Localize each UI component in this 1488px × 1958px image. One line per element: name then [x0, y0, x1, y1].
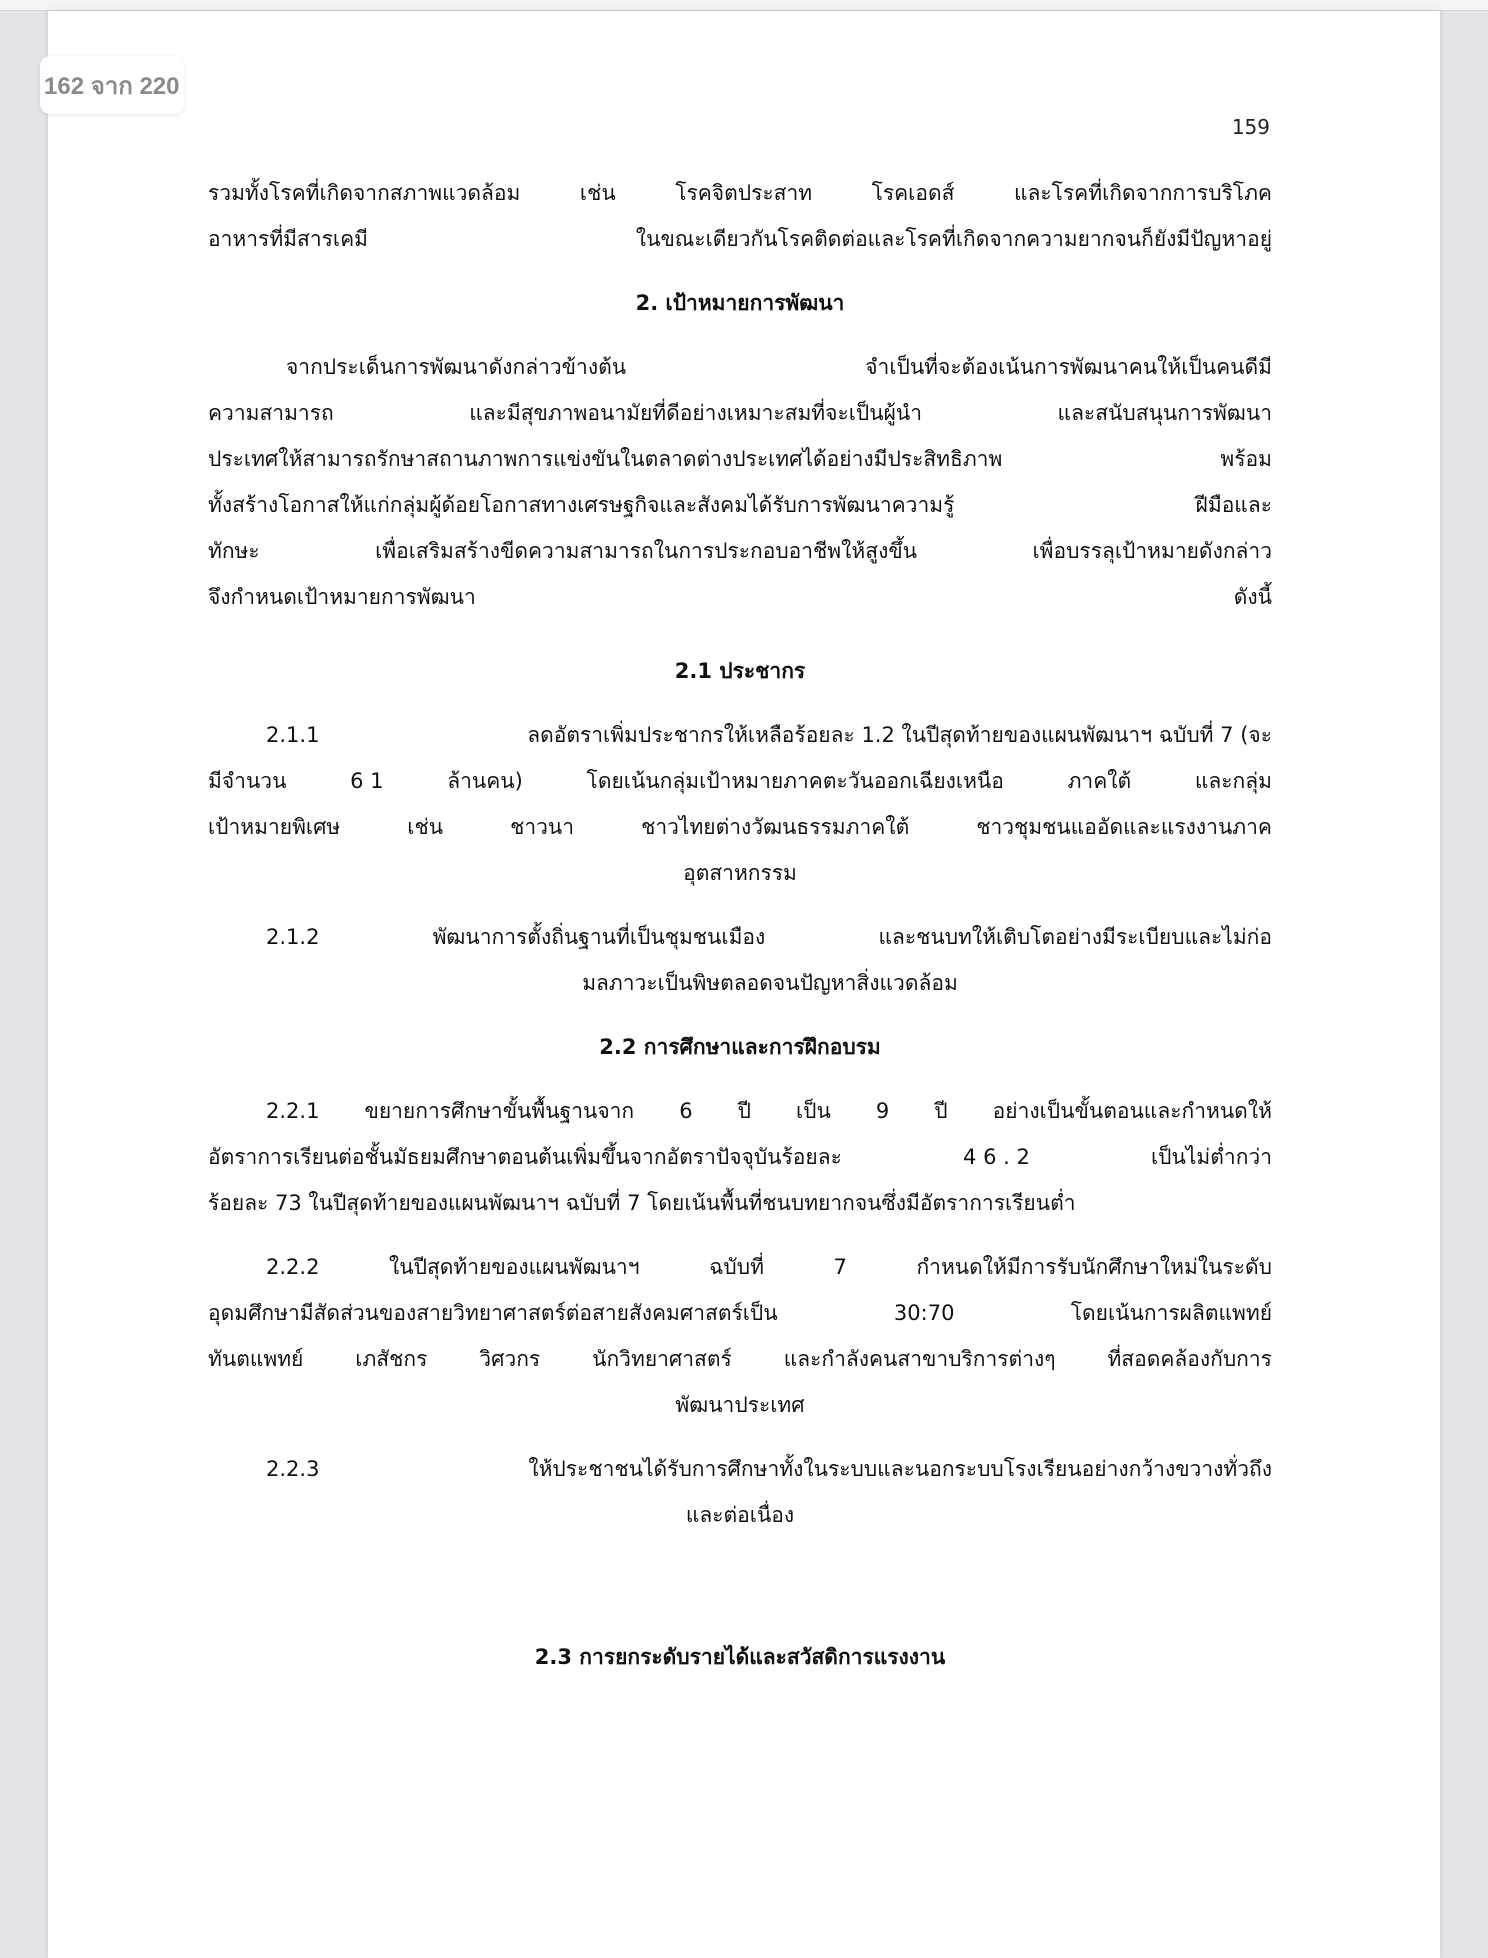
text-run: กำหนดให้มีการรับนักศึกษาใหม่ในระดับ: [916, 1255, 1272, 1279]
text-run: เพื่อเสริมสร้างขีดความสามารถในการประกอบอาชีพให้สูงขึ้น: [375, 539, 918, 563]
text-run: ขยายการศึกษาขั้นพื้นฐานจาก: [364, 1099, 635, 1123]
intro-line-1: [208, 170, 1272, 216]
text-run: จึงกำหนดเป้าหมายการพัฒนา: [208, 585, 476, 609]
text-run: ประเทศให้สามารถรักษาสถานภาพการแข่งขันในตลาดต่างประเทศได้อย่างมีประสิทธิภาพ: [208, 447, 1003, 471]
page-number: 159: [1231, 115, 1270, 139]
text-run: โดยเน้นกลุ่มเป้าหมายภาคตะวันออกเฉียงเหนือ: [586, 769, 1004, 793]
text-run: ภาคใต้: [1067, 769, 1132, 793]
viewer-top-bar: [0, 0, 1488, 11]
text-run: นักวิทยาศาสตร์: [592, 1347, 732, 1371]
text-run: และชนบทให้เติบโตอย่างมีระเบียบและไม่ก่อ: [878, 925, 1272, 949]
text-run: 30:70: [893, 1301, 955, 1325]
text-run: อาหารที่มีสารเคมี: [208, 227, 368, 251]
text-run: เป้าหมายพิเศษ: [208, 815, 341, 839]
item-2-1-1-line-1: [208, 712, 1272, 758]
intro-line-2: [208, 216, 1272, 262]
text-run: วิศวกร: [479, 1347, 541, 1371]
item-2-1-1-line-3: [208, 804, 1272, 850]
item-number: 2.1.1: [266, 723, 320, 747]
item-2-2-1-line-3: ร้อยละ 73 ในปีสุดท้ายของแผนพัฒนาฯ ฉบับที่ 7 โดยเน้นพื้นที่ชนบทยากจนซึ่งมีอัตราการเรียนต่ำ: [208, 1191, 1076, 1215]
text-run: และโรคที่เกิดจากการบริโภค: [1013, 181, 1272, 205]
text-run: ที่สอดคล้องกับการ: [1107, 1347, 1272, 1371]
section-2-line-2: [208, 390, 1272, 436]
text-run: ทั้งสร้างโอกาสให้แก่กลุ่มผู้ด้อยโอกาสทางเศรษฐกิจและสังคมได้รับการพัฒนาความรู้: [208, 493, 955, 517]
text-run: ในขณะเดียวกันโรคติดต่อและโรคที่เกิดจากความยากจนก็ยังมีปัญหาอยู่: [635, 227, 1272, 251]
text-run: ทักษะ: [208, 539, 260, 563]
text-run: เช่น: [407, 815, 444, 839]
section-2-line-6: [208, 574, 1272, 620]
text-run: 4 6 . 2: [963, 1145, 1030, 1169]
text-run: และสนับสนุนการพัฒนา: [1057, 401, 1272, 425]
item-2-2-3-line-1: [208, 1446, 1272, 1492]
item-2-2-1-line-1: [208, 1088, 1272, 1134]
text-run: อย่างเป็นขั้นตอนและกำหนดให้: [992, 1099, 1272, 1123]
text-run: ชาวชุมชนแออัดและแรงงานภาค: [976, 815, 1272, 839]
text-run: 7: [833, 1255, 847, 1279]
text-run: เป็นไม่ต่ำกว่า: [1151, 1145, 1272, 1169]
section-2-line-4: [208, 482, 1272, 528]
text-run: ลดอัตราเพิ่มประชากรให้เหลือร้อยละ 1.2 ในปีสุดท้ายของแผนพัฒนาฯ ฉบับที่ 7 (จะ: [527, 723, 1272, 747]
text-run: รวมทั้งโรคที่เกิดจากสภาพแวดล้อม: [208, 181, 521, 205]
text-run: ให้ประชาชนได้รับการศึกษาทั้งในระบบและนอกระบบโรงเรียนอย่างกว้างขวางทั่วถึง: [528, 1457, 1272, 1481]
text-run: ปี: [934, 1099, 948, 1123]
text-run: ปี: [737, 1099, 751, 1123]
page-indicator: [40, 56, 184, 114]
text-run: ชาวนา: [510, 815, 575, 839]
item-number: 2.1.2: [266, 925, 320, 949]
text-run: ล้านคน): [447, 769, 523, 793]
text-run: อุดมศึกษามีสัดส่วนของสายวิทยาศาสตร์ต่อสายสังคมศาสตร์เป็น: [208, 1301, 778, 1325]
section-2-3-heading: 2.3 การยกระดับรายได้และสวัสดิการแรงงาน: [534, 1645, 946, 1669]
item-number: 2.2.3: [266, 1457, 320, 1481]
item-2-2-3-line-2: และต่อเนื่อง: [685, 1503, 795, 1527]
text-run: 6 1: [350, 769, 384, 793]
section-2-1-heading: 2.1 ประชากร: [674, 659, 806, 683]
item-2-2-2-line-1: [208, 1244, 1272, 1290]
item-2-2-2-line-4: พัฒนาประเทศ: [675, 1393, 805, 1417]
text-run: ชาวไทยต่างวัฒนธรรมภาคใต้: [641, 815, 910, 839]
item-2-1-2-line-1: [208, 914, 1272, 960]
text-run: โรคเอดส์: [871, 181, 955, 205]
item-2-2-2-line-2: [208, 1290, 1272, 1336]
text-run: มีจำนวน: [208, 769, 287, 793]
text-run: เภสัชกร: [355, 1347, 428, 1371]
section-2-line-3: [208, 436, 1272, 482]
text-run: เพื่อบรรลุเป้าหมายดังกล่าว: [1032, 539, 1272, 563]
text-run: ฉบับที่: [709, 1255, 764, 1279]
item-2-1-2-line-2: มลภาวะเป็นพิษตลอดจนปัญหาสิ่งแวดล้อม: [582, 971, 958, 995]
item-number: 2.2.2: [266, 1255, 320, 1279]
text-run: และกำลังคนสาขาบริการต่างๆ: [783, 1347, 1056, 1371]
text-run: เป็น: [795, 1099, 831, 1123]
text-run: โดยเน้นการผลิตแพทย์: [1070, 1301, 1272, 1325]
text-run: และมีสุขภาพอนามัยที่ดีอย่างเหมาะสมที่จะเป็นผู้นำ: [469, 401, 923, 425]
text-run: พัฒนาการตั้งถิ่นฐานที่เป็นชุมชนเมือง: [432, 925, 766, 949]
text-run: จำเป็นที่จะต้องเน้นการพัฒนาคนให้เป็นคนดีมี: [865, 355, 1272, 379]
text-run: ดังนี้: [1233, 585, 1272, 609]
item-2-2-1-line-2: [208, 1134, 1272, 1180]
section-2-heading: 2. เป้าหมายการพัฒนา: [635, 291, 845, 315]
text-run: ทันตแพทย์: [208, 1347, 304, 1371]
text-run: จากประเด็นการพัฒนาดังกล่าวข้างต้น: [286, 355, 627, 379]
text-run: ในปีสุดท้ายของแผนพัฒนาฯ: [389, 1255, 640, 1279]
text-run: 9: [875, 1099, 890, 1123]
item-2-1-1-line-4: อุตสาหกรรม: [683, 861, 797, 885]
page-content: [208, 170, 1272, 1680]
section-2-2-heading: 2.2 การศึกษาและการฝึกอบรม: [599, 1035, 881, 1059]
text-run: และกลุ่ม: [1194, 769, 1272, 793]
text-run: 6: [679, 1099, 693, 1123]
text-run: โรคจิตประสาท: [675, 181, 813, 205]
page-indicator-label: 162 จาก 220: [44, 72, 180, 100]
text-run: เช่น: [579, 181, 616, 205]
section-2-line-5: [208, 528, 1272, 574]
text-run: ความสามารถ: [208, 401, 334, 425]
item-number: 2.2.1: [266, 1099, 320, 1123]
item-2-1-1-line-2: [208, 758, 1272, 804]
item-2-2-2-line-3: [208, 1336, 1272, 1382]
text-run: ฝีมือและ: [1195, 493, 1272, 517]
text-run: อัตราการเรียนต่อชั้นมัธยมศึกษาตอนต้นเพิ่มขึ้นจากอัตราปัจจุบันร้อยละ: [208, 1145, 842, 1169]
section-2-line-1: [208, 344, 1272, 390]
text-run: พร้อม: [1220, 447, 1272, 471]
